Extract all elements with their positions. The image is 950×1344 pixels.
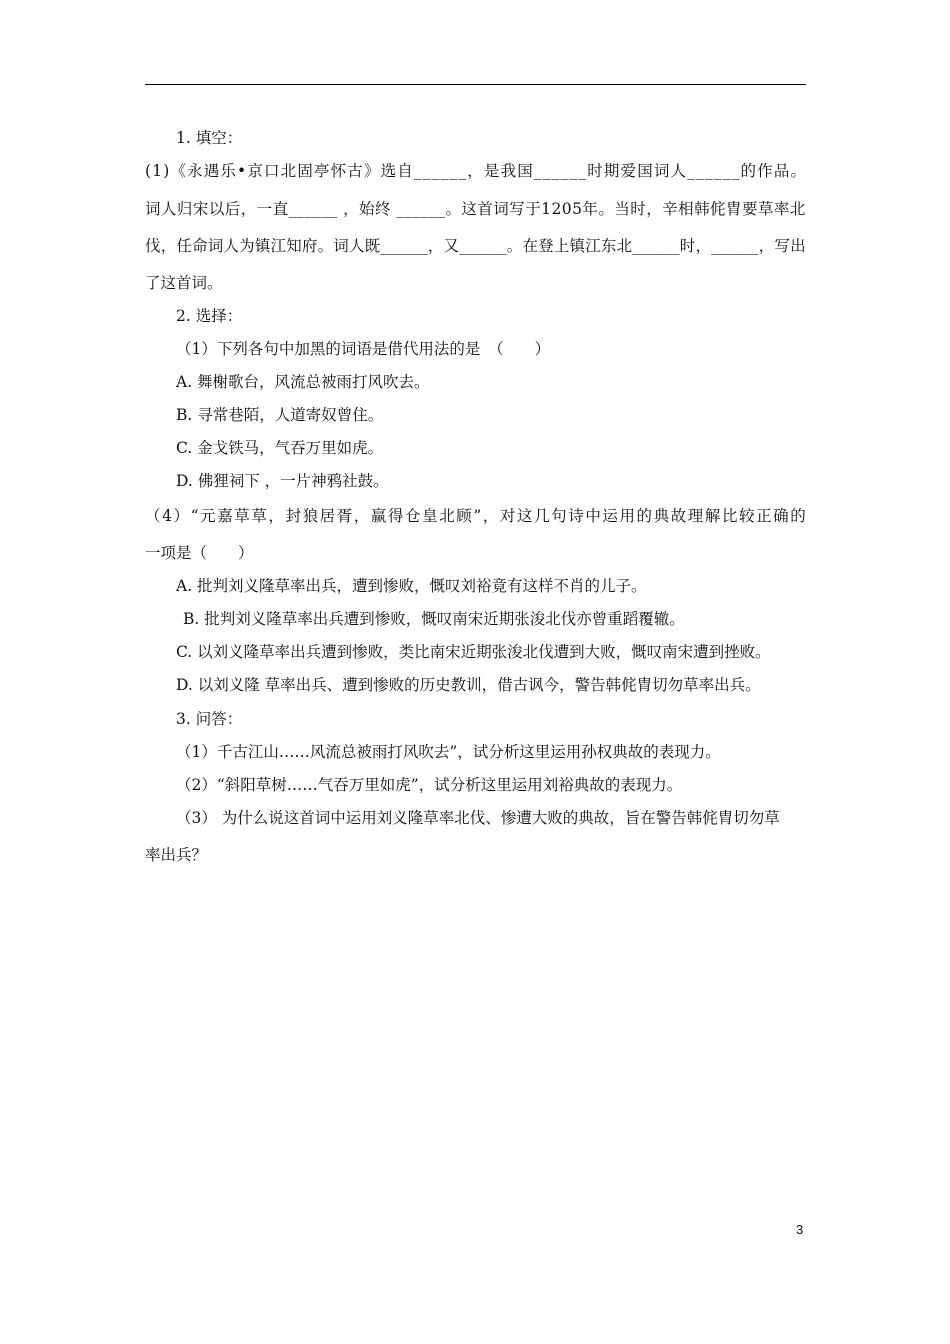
- q1-line-2: 词 人 归 宋 以 后 ， 一 直 _ _ _ _ _ _ ， 始 终 _ _ _ _ _ _ 。 这 首 词 写 于 1 2 0 5 年 。 当 时 ， 辛 相 韩 侂 胄 要 草 率 北: [145, 200, 806, 218]
- q3-item-3-line-2: 率出兵？: [145, 846, 208, 864]
- header-rule: [145, 84, 806, 85]
- q2-sub4-option-a: A. 批判刘义隆草率出兵，遭到惨败，慨叹刘裕竟有这样不肖的儿子。: [176, 577, 647, 595]
- q2-sub1-option-d: D. 佛狸祠下 ，一片神鸦社鼓。: [176, 472, 389, 490]
- q2-sub4-stem-line-1: （ 4 ） “ 元 嘉 草 草 ， 封 狼 居 胥 ， 赢 得 仓 皇 北 顾 ” ， 对 这 几 句 诗 中 运 用 的 典 故 理 解 比 较 正 确 的: [145, 507, 806, 525]
- q1-line-3: 伐 ， 任 命 词 人 为 镇 江 知 府 。 词 人 既 _ _ _ _ _ _ ， 又 _ _ _ _ _ _ 。 在 登 上 镇 江 东 北 _ _ _ _ _ _ 时 ， _ _ _ _ _ _ ， 写 出: [145, 237, 806, 255]
- q1-line-4: 了这首词。: [145, 274, 223, 292]
- q2-sub1-option-c: C. 金戈铁马，气吞万里如虎。: [176, 439, 384, 457]
- q2-sub1-stem: （1）下列各句中加黑的词语是借代用法的是 （ ）: [176, 340, 551, 358]
- q2-sub1-option-a: A. 舞榭歌台，风流总被雨打风吹去。: [176, 373, 430, 391]
- q2-sub1-option-b: B. 寻常巷陌，人道寄奴曾住。: [176, 406, 384, 424]
- q3-item-2: （2）“斜阳草树……气吞万里如虎”，试分析这里运用刘裕典故的表现力。: [176, 776, 683, 794]
- q2-sub4-stem-line-2: 一项是（ ）: [145, 544, 254, 562]
- q3-item-1: （1）千古江山……风流总被雨打风吹去”，试分析这里运用孙权典故的表现力。: [176, 743, 721, 761]
- q2-sub4-option-d: D. 以刘义隆 草率出兵、遭到惨败的历史教训，借古讽今，警告韩侂胄切勿草率出兵。: [176, 676, 761, 694]
- q3-heading: 3. 问答：: [176, 710, 243, 728]
- q3-item-3-line-1: （3） 为什么说这首词中运用刘义隆草率北伐、惨遭大败的典故，旨在警告韩侂胄切勿草: [176, 809, 780, 827]
- q2-heading: 2. 选择：: [176, 307, 243, 325]
- q2-sub4-option-b: B. 批判刘义隆草率出兵遭到惨败，慨叹南宋近期张浚北伐亦曾重蹈覆辙。: [183, 610, 685, 628]
- q1-line-1: ( 1 ) 《 永 遇 乐 • 京 口 北 固 亭 怀 古 》 选 自 _ _ _ _ _ _ ， 是 我 国 _ _ _ _ _ _ 时 期 爱 国 词 人 _ _ _ _ _ _ 的 作 品 。: [145, 162, 806, 180]
- q1-heading: 1. 填空：: [176, 129, 243, 147]
- page-number: 3: [796, 1222, 804, 1237]
- q2-sub4-option-c: C. 以刘义隆草率出兵遭到惨败，类比南宋近期张浚北伐遭到大败，慨叹南宋遭到挫败。: [176, 643, 771, 661]
